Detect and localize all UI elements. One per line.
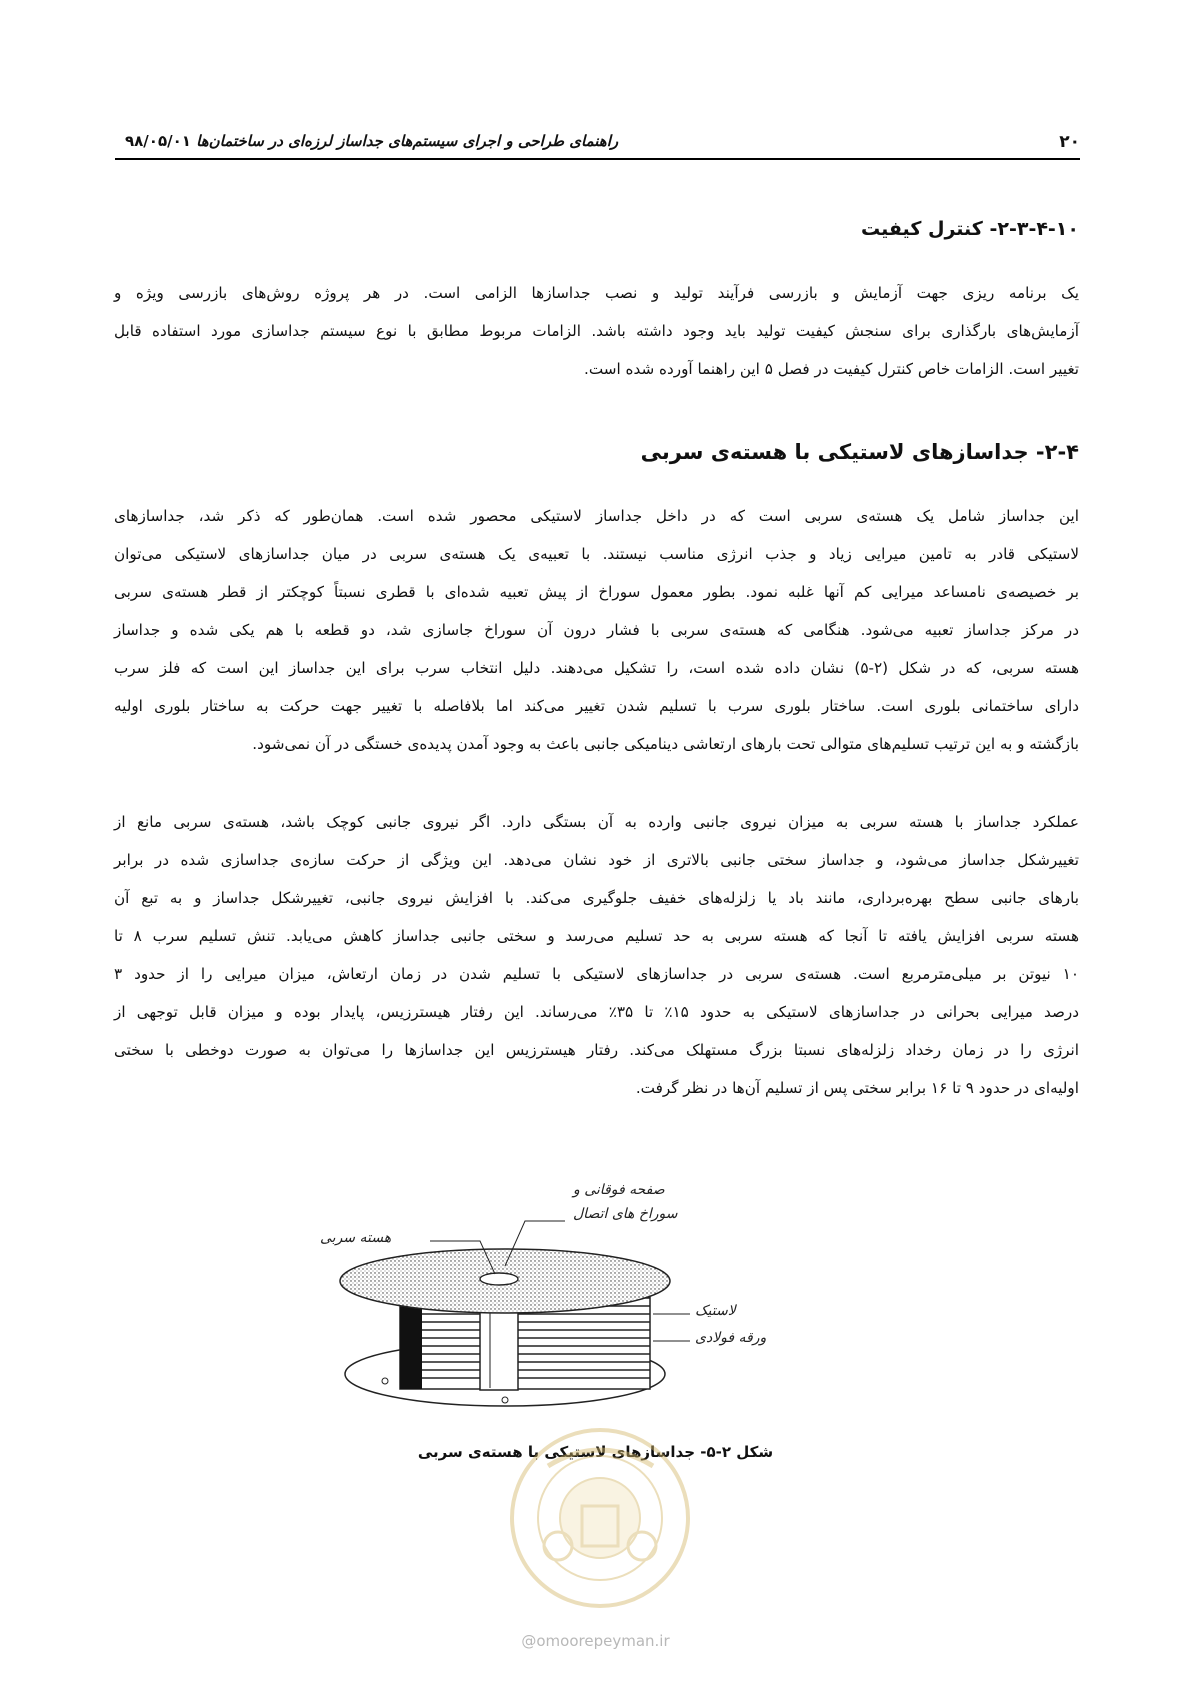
text-line: تغییر است. الزامات خاص کنترل کیفیت در فصل ۵ این راهنما آورده شده است. <box>584 360 1079 378</box>
header-title <box>115 132 618 150</box>
text-line: هسته سربی افزایش یافته تا آنجا که هسته سربی به حد تسلیم می‌رسد و سختی جانبی جداساز کاهش می‌یابد. تنش تسلیم سرب ۸ تا <box>114 927 1079 945</box>
paragraph-quality-control <box>114 274 1079 388</box>
text-line: انرژی را در زمان رخداد زلزله‌های نسبتا بزرگ مستهلک می‌کند. رفتار هیسترزیس این جداسازها را می‌توان به صورت دوخطی با سختی <box>114 1041 1079 1059</box>
page-header <box>115 128 1080 160</box>
figure-caption: شکل ۲-۵- جداسازهای لاستیکی با هسته‌ی سربی <box>417 1443 774 1461</box>
header-date: ۹۸/۰۵/۰۱ <box>125 132 191 150</box>
label-steel-plate: ورقه فولادی <box>695 1330 767 1346</box>
paragraph-lead-core-behavior <box>114 803 1079 1107</box>
text-line: دارای ساختمانی بلوری است. ساختار بلوری سرب با تسلیم شدن تغییر می‌کند اما بلافاصله با تغییر جهت حرکت به ساختار بلوری اولیه <box>114 697 1079 715</box>
text-line: بارهای جانبی سطح بهره‌برداری، مانند باد یا زلزله‌های خفیف جلوگیری می‌کند. با افزایش نیروی جانبی، تغییرشکل جداساز و به تبع آن <box>114 889 1079 907</box>
text-line: درصد میرایی بحرانی در جداسازهای لاستیکی به حدود ۱۵٪ تا ۳۵٪ می‌رساند. این رفتار هیسترزیس، پایدار بوده و میزان قابل توجهی از <box>114 1003 1080 1021</box>
label-lead-core: هسته سربی <box>320 1230 392 1246</box>
text-line: بازگشته و به این ترتیب تسلیم‌های متوالی تحت بارهای ارتعاشی دینامیکی جانبی باعث به وجود آمدن پدیده‌ی خستگی در آن نمی‌شود. <box>252 735 1079 753</box>
text-line: در مرکز جداساز تعبیه می‌شود. هنگامی که هسته‌ی سربی با فشار درون آن سوراخ جاسازی شد، دو قطعه با هم یکی شده و جداساز <box>114 621 1079 639</box>
text-line: عملکرد جداساز با هسته سربی به میزان نیروی جانبی وارده به آن بستگی دارد. اگر نیروی جانبی کوچک باشد، هسته‌ی سربی مانع از <box>114 813 1079 831</box>
text-line: ۱۰ نیوتن بر میلی‌مترمربع است. هسته‌ی سربی در جداسازهای لاستیکی با تسلیم شدن در زمان ارتعاش، میزان میرایی را از حدود ۳ <box>114 965 1079 983</box>
bearing-diagram <box>330 1196 870 1421</box>
text-line: یک برنامه ریزی جهت آزمایش و بازرسی فرآیند تولید و نصب جداسازها الزامی است. در هر پروژه روش‌های بازرسی ویژه و <box>114 284 1079 302</box>
text-line: این جداساز شامل یک هسته‌ی سربی است که در داخل جداساز لاستیکی محصور شده است. همان‌طور که ذکر شد، جداسازهای <box>114 507 1079 525</box>
paragraph-lead-core-intro <box>114 497 1079 763</box>
heading-quality-control: ۲-۳-۴-۱۰- کنترل کیفیت <box>861 218 1079 240</box>
label-top-plate: صفحه فوقانی و <box>573 1182 665 1198</box>
text-line: اولیه‌ای در حدود ۹ تا ۱۶ برابر سختی پس از تسلیم آن‌ها در نظر گرفت. <box>635 1079 1079 1097</box>
header-book-title: راهنمای طراحی و اجرای سیستم‌های جداساز لرزه‌ای در ساختمان‌ها <box>196 132 619 150</box>
watermark-url: @omoorepeyman.ir <box>521 1632 670 1650</box>
page-number: ۲۰ <box>1059 132 1080 152</box>
label-connection-holes: سوراخ های اتصال <box>573 1206 678 1222</box>
text-line: بر خصیصه‌ی نامساعد میرایی کم آنها غلبه نمود. بطور معمول سوراخ از پیش تعبیه شده‌ای با قطری نسبتاً کوچکتر از قطر هسته‌ی سربی <box>114 583 1079 601</box>
heading-lead-rubber-bearings: ۲-۴- جداسازهای لاستیکی با هسته‌ی سربی <box>640 440 1079 464</box>
watermark-seal-logo <box>508 1426 693 1611</box>
label-rubber: لاستیک <box>695 1303 736 1319</box>
text-line: آزمایش‌های بارگذاری برای سنجش کیفیت تولید باید وجود داشته باشد. الزامات مربوط مطابق با نوع سیستم جداسازی مورد استفاده قابل <box>114 322 1079 340</box>
text-line: تغییرشکل جداساز می‌شود، و جداساز سختی جانبی بالاتری از خود نشان می‌دهد. این ویژگی از حرکت سازه‌ی جداسازی شده در برابر <box>114 851 1079 869</box>
text-line: لاستیکی قادر به تامین میرایی زیاد و جذب انرژی مناسب نیستند. با تعبیه‌ی یک هسته‌ی سربی در میان جداسازهای لاستیکی می‌توان <box>114 545 1079 563</box>
text-line: هسته سربی، که در شکل (۲-۵) نشان داده شده است، را تشکیل می‌دهند. دلیل انتخاب سرب برای این جداساز این است که فلز سرب <box>114 659 1079 677</box>
lead-rubber-bearing-figure <box>320 1182 870 1421</box>
